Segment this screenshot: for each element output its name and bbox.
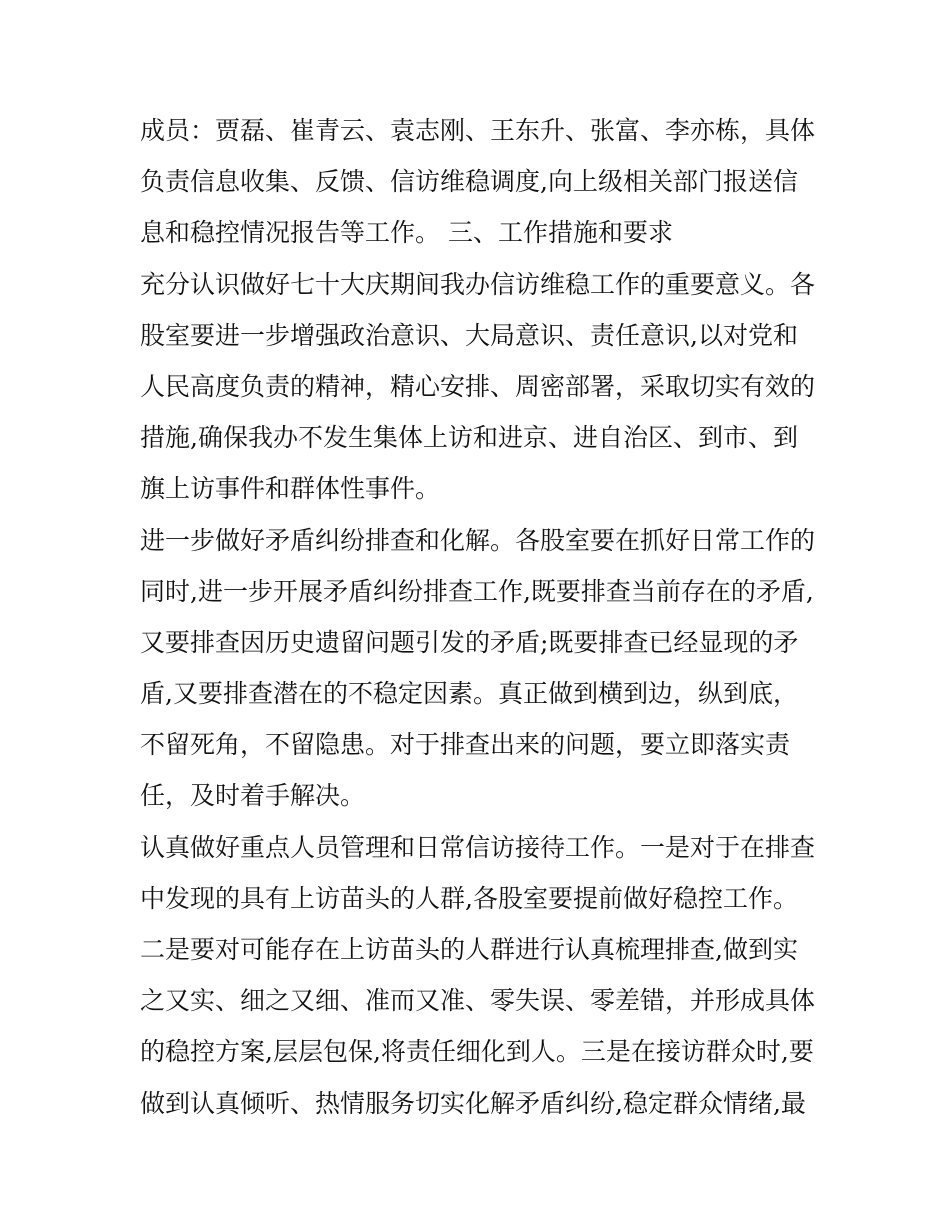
text-line: 措施,确保我办不发生集体上访和进京、进自治区、到市、到 [140, 423, 798, 453]
text-line: 进一步做好矛盾纠纷排查和化解。各股室要在抓好日常工作的 [140, 525, 816, 555]
text-line: 中发现的具有上访苗头的人群,各股室要提前做好稳控工作。 [140, 883, 798, 913]
text-line: 股室要进一步增强政治意识、大局意识、责任意识,以对党和 [140, 320, 798, 350]
text-line: 人民高度负责的精神，精心安排、周密部署，采取切实有效的 [140, 371, 816, 401]
text-line: 盾,又要排查潜在的不稳定因素。真正做到横到边，纵到底， [140, 679, 798, 709]
text-line: 又要排查因历史遗留问题引发的矛盾;既要排查已经显现的矛 [140, 627, 799, 657]
text-line: 的稳控方案,层层包保,将责任细化到人。三是在接访群众时,要 [140, 1037, 814, 1067]
text-line: 做到认真倾听、热情服务切实化解矛盾纠纷,稳定群众情绪,最 [140, 1088, 806, 1118]
text-line: 任，及时着手解决。 [140, 781, 366, 811]
text-line: 二是要对可能存在上访苗头的人群进行认真梳理排查,做到实 [140, 935, 798, 964]
text-line: 认真做好重点人员管理和日常信访接待工作。一是对于在排查 [140, 832, 816, 862]
text-line: 旗上访事件和群体性事件。 [140, 474, 441, 504]
text-line: 同时,进一步开展矛盾纠纷排查工作,既要排查当前存在的矛盾, [140, 576, 814, 606]
document-body [140, 105, 820, 1129]
text-line: 息和稳控情况报告等工作。 三、工作措施和要求 [140, 218, 673, 248]
text-line: 充分认识做好七十大庆期间我办信访维稳工作的重要意义。各 [140, 269, 816, 299]
text-line: 成员：贾磊、崔青云、袁志刚、王东升、张富、李亦栋，具体 [140, 116, 816, 145]
text-line: 不留死角，不留隐患。对于排查出来的问题，要立即落实责 [140, 730, 791, 760]
text-line: 之又实、细之又细、准而又准、零失误、零差错，并形成具体 [140, 986, 816, 1016]
text-line: 负责信息收集、反馈、信访维稳调度,向上级相关部门报送信 [140, 167, 798, 197]
